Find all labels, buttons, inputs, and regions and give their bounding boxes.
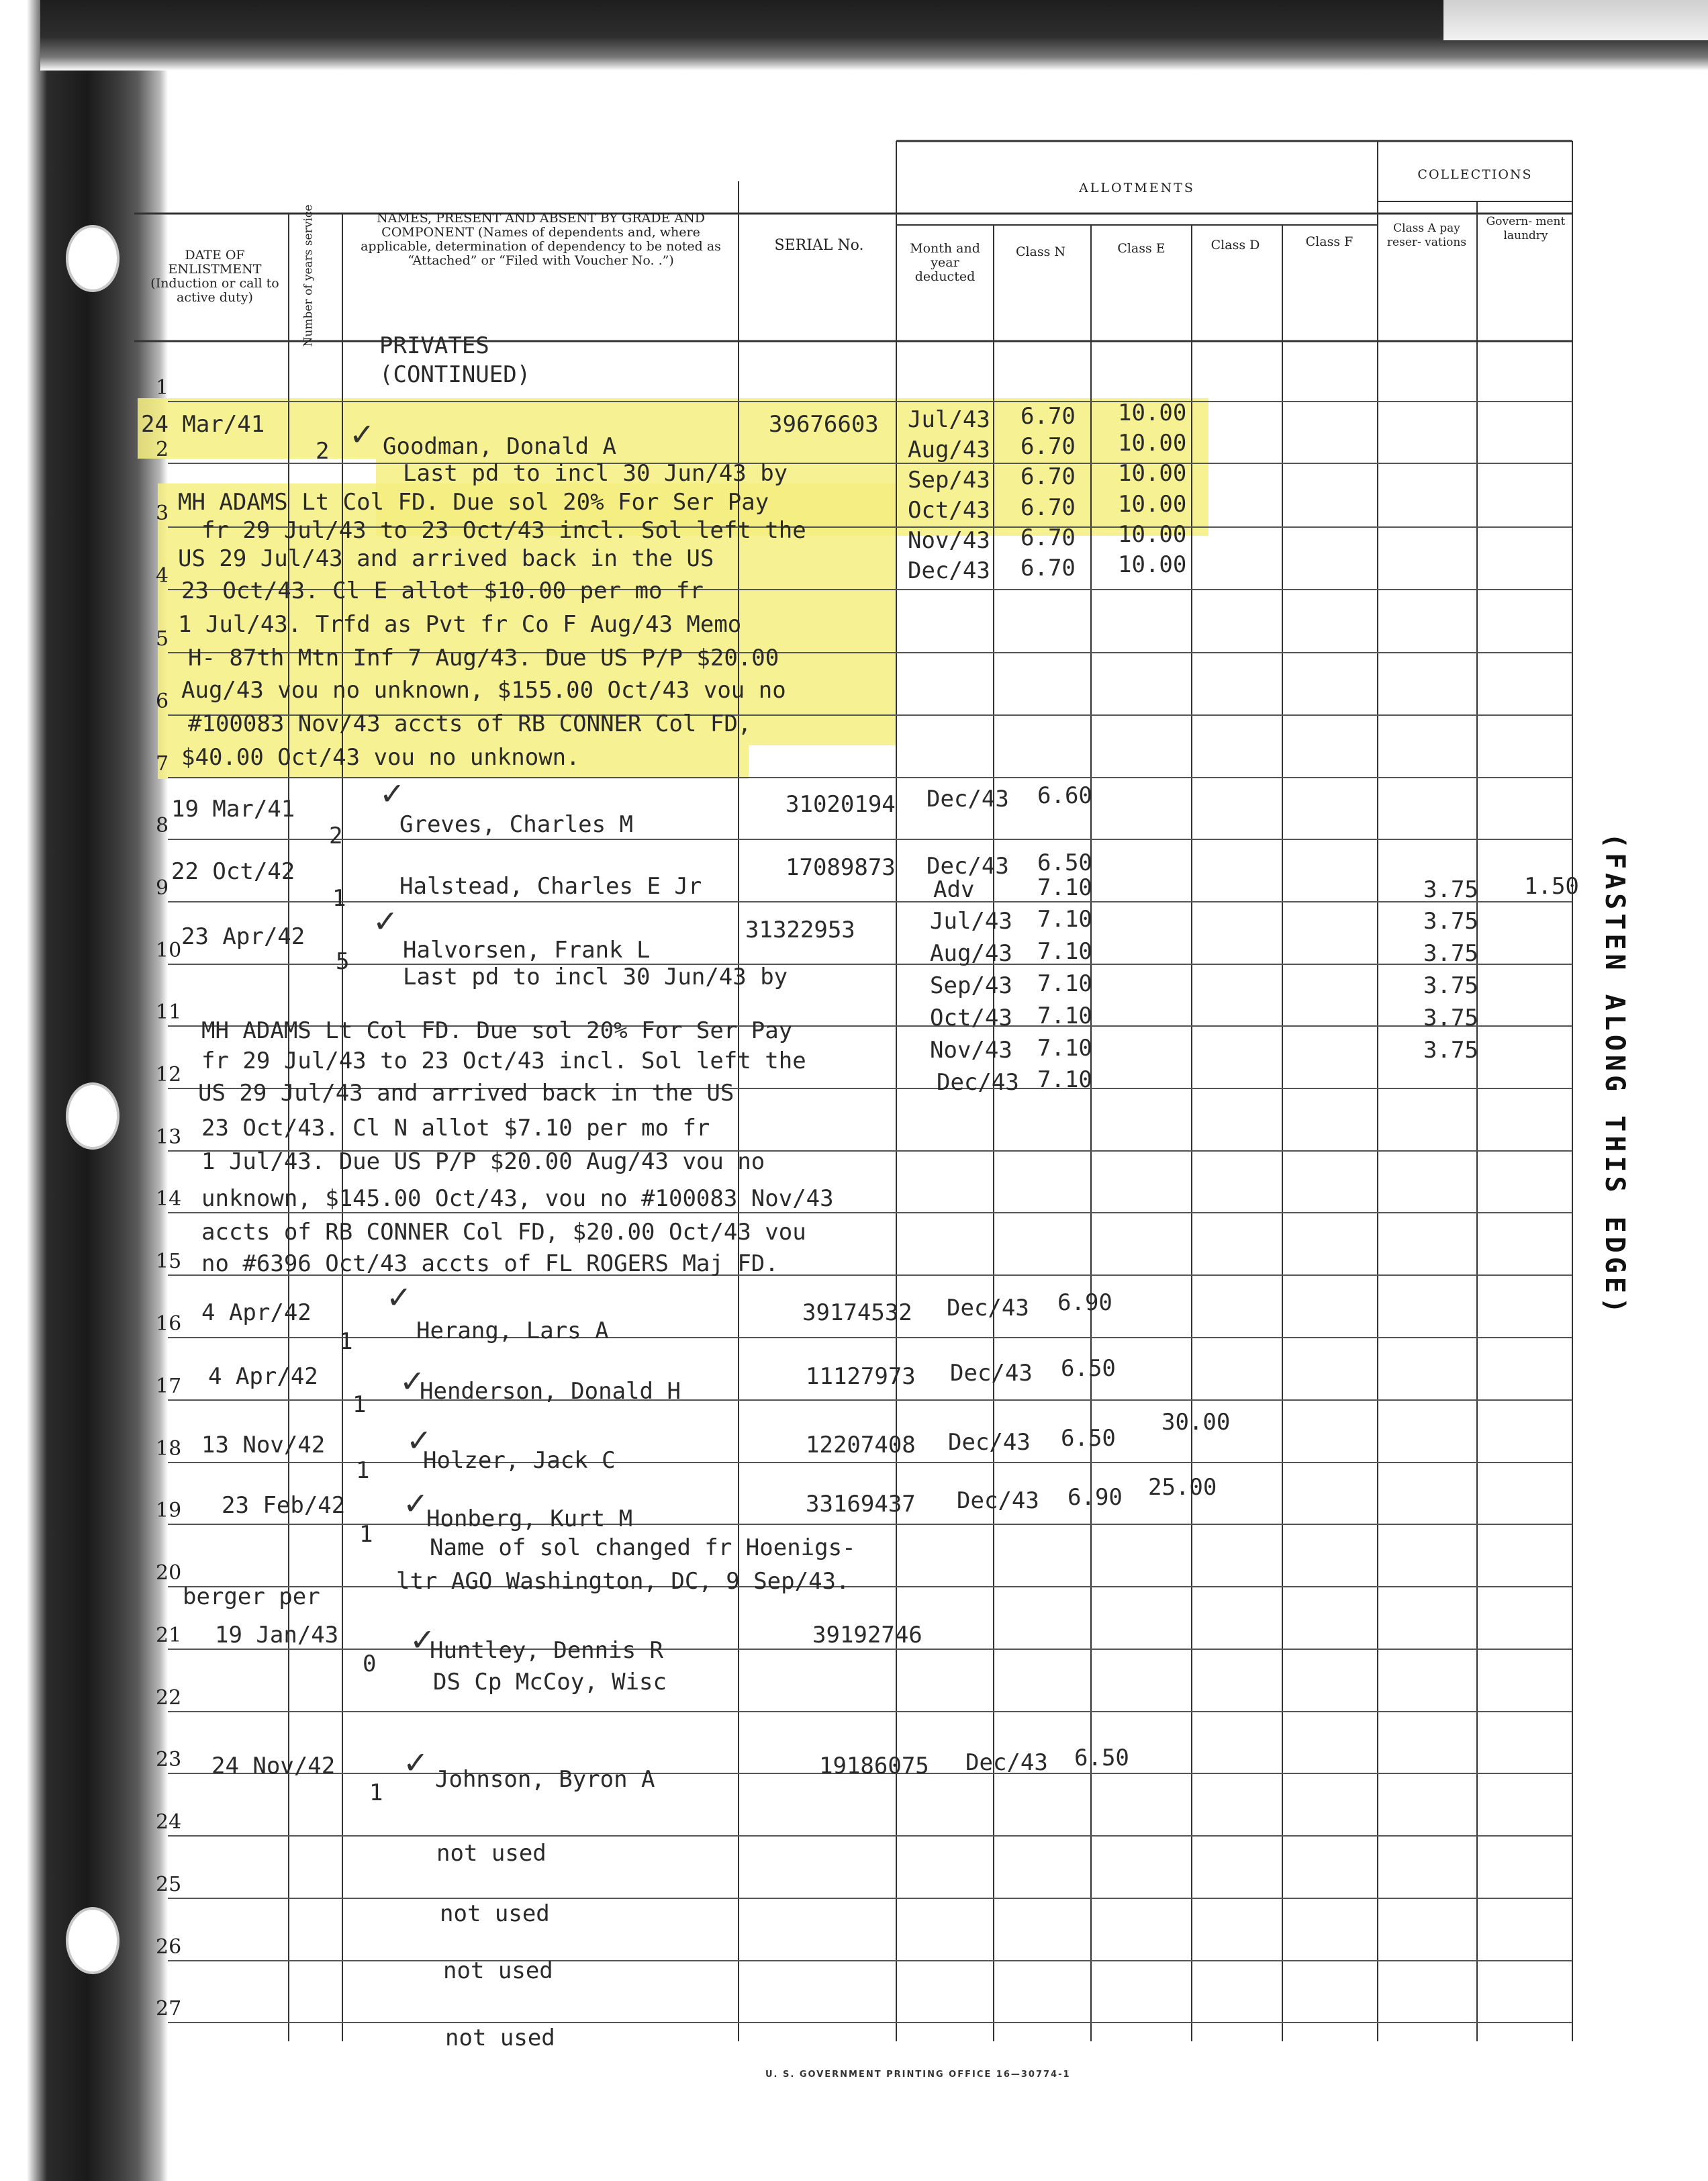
- remark-line: no #6396 Oct/43 accts of FL ROGERS Maj FD.: [201, 1250, 779, 1277]
- years-service: 0: [363, 1651, 377, 1677]
- not-used-label: not used: [445, 2025, 555, 2051]
- remark-line: unknown, $145.00 Oct/43, vou no #100083 Nov/43: [201, 1185, 834, 1212]
- enlist-date: 4 Apr/42: [208, 1363, 318, 1390]
- allot-class-n: 6.50: [1037, 849, 1092, 876]
- remark-line: Name of sol changed fr Hoenigs-: [430, 1534, 856, 1561]
- fasten-edge-label: (FASTEN ALONG THIS EDGE): [1599, 833, 1630, 1317]
- enlist-date: 19 Mar/41: [171, 796, 295, 823]
- allot-class-n: 7.10: [1037, 874, 1092, 901]
- years-service: 1: [356, 1457, 370, 1484]
- soldier-name: Honberg, Kurt M: [426, 1505, 633, 1532]
- header-class-e: Class E: [1117, 241, 1166, 256]
- row-number: 21: [156, 1624, 182, 1647]
- row-number: 10: [156, 939, 182, 962]
- allot-month: Dec/43: [908, 557, 990, 584]
- allot-month: Dec/43: [948, 1429, 1031, 1456]
- header-gov-laundry: Govern- ment laundry: [1486, 215, 1566, 242]
- enlist-date: 4 Apr/42: [201, 1299, 312, 1326]
- remark-line: fr 29 Jul/43 to 23 Oct/43 incl. Sol left the: [201, 517, 806, 544]
- remark-line: #100083 Nov/43 accts of RB CONNER Col FD,: [188, 710, 752, 737]
- soldier-name: Holzer, Jack C: [423, 1447, 616, 1474]
- row-number: 1: [156, 376, 169, 400]
- serial-number: 31020194: [786, 791, 896, 818]
- allot-class-n: 7.10: [1037, 938, 1092, 965]
- allot-class-n: 6.50: [1074, 1745, 1129, 1771]
- collect-class-a: 3.75: [1423, 1005, 1478, 1031]
- collect-laundry: 1.50: [1524, 873, 1579, 900]
- serial-number: 33169437: [806, 1491, 916, 1518]
- header-month-year: Month and year deducted: [910, 241, 980, 284]
- row-number: 13: [156, 1125, 182, 1149]
- header-years-service: Number of years service: [301, 204, 316, 347]
- allot-month: Dec/43: [950, 1360, 1033, 1387]
- row-number: 25: [156, 1873, 182, 1896]
- checkmark-icon: ✓: [386, 1279, 412, 1315]
- row-number: 22: [156, 1686, 182, 1710]
- allot-month: Nov/43: [930, 1037, 1012, 1064]
- row-number: 20: [156, 1561, 182, 1585]
- soldier-name: Herang, Lars A: [416, 1317, 609, 1344]
- remark-line: MH ADAMS Lt Col FD. Due sol 20% For Ser Pay: [201, 1017, 793, 1044]
- remark-line: ltr AGO Washington, DC, 9 Sep/43.: [396, 1568, 850, 1595]
- row-number: 17: [156, 1375, 182, 1398]
- row-number: 23: [156, 1748, 182, 1771]
- allot-month: Nov/43: [908, 527, 990, 554]
- years-service: 2: [329, 823, 343, 849]
- remark-line: 1 Jul/43. Due US P/P $20.00 Aug/43 vou no: [201, 1148, 765, 1175]
- years-service: 1: [332, 885, 346, 912]
- allot-month: Dec/43: [965, 1749, 1048, 1776]
- section-heading: PRIVATES: [379, 332, 489, 359]
- allot-month: Dec/43: [957, 1487, 1039, 1514]
- years-service: 1: [359, 1521, 373, 1548]
- serial-number: 39192746: [812, 1622, 922, 1649]
- allot-class-n: 6.50: [1061, 1355, 1116, 1382]
- allot-month: Oct/43: [908, 497, 990, 524]
- soldier-name: Goodman, Donald A: [383, 433, 616, 460]
- checkmark-icon: ✓: [399, 1363, 426, 1399]
- row-number: 15: [156, 1250, 182, 1273]
- remark-line: 23 Oct/43. Cl N allot $7.10 per mo fr: [201, 1115, 710, 1142]
- soldier-name: Greves, Charles M: [399, 811, 633, 838]
- soldier-name: Huntley, Dennis R: [430, 1637, 663, 1664]
- enlist-date: 23 Apr/42: [181, 923, 305, 950]
- row-number: 27: [156, 1997, 182, 2021]
- row-number: 2: [156, 438, 169, 461]
- section-heading-continued: (CONTINUED): [379, 361, 531, 388]
- remark-line: US 29 Jul/43 and arrived back in the US: [198, 1080, 734, 1107]
- remark-line: berger per: [183, 1583, 320, 1610]
- allot-class-n: 6.60: [1037, 782, 1092, 809]
- allot-class-n: 6.70: [1021, 524, 1076, 551]
- serial-number: 39676603: [769, 411, 879, 438]
- not-used-label: not used: [443, 1957, 553, 1984]
- collect-class-a: 3.75: [1423, 876, 1478, 903]
- checkmark-icon: ✓: [406, 1422, 432, 1458]
- allot-class-n: 6.70: [1021, 555, 1076, 582]
- serial-number: 11127973: [806, 1363, 916, 1390]
- remark-line: 1 Jul/43. Trfd as Pvt fr Co F Aug/43 Memo: [178, 611, 742, 638]
- remark-line: Last pd to incl 30 Jun/43 by: [403, 460, 788, 487]
- serial-number: 31322953: [745, 917, 855, 943]
- allot-class-n: 7.10: [1037, 906, 1092, 933]
- remark-line: 23 Oct/43. Cl E allot $10.00 per mo fr: [181, 577, 704, 604]
- years-service: 1: [339, 1328, 353, 1355]
- collect-class-a: 3.75: [1423, 940, 1478, 967]
- remark-line: fr 29 Jul/43 to 23 Oct/43 incl. Sol left the: [201, 1048, 806, 1074]
- header-class-a: Class A pay reser- vations: [1386, 222, 1467, 249]
- allot-class-e: 10.00: [1118, 491, 1187, 518]
- allot-month: Oct/43: [930, 1005, 1012, 1031]
- row-number: 19: [156, 1499, 182, 1522]
- checkmark-icon: ✓: [403, 1485, 429, 1522]
- allot-class-e: 30.00: [1161, 1409, 1231, 1436]
- allot-class-e: 10.00: [1118, 460, 1187, 487]
- enlist-date: 19 Jan/43: [215, 1622, 339, 1649]
- allot-month: Adv: [933, 876, 975, 903]
- header-allotments: ALLOTMENTS: [1079, 181, 1195, 195]
- serial-number: 12207408: [806, 1432, 916, 1458]
- allot-month: Dec/43: [927, 853, 1009, 880]
- row-number: 18: [156, 1437, 182, 1460]
- row-number: 4: [156, 564, 169, 588]
- allot-class-e: 10.00: [1118, 551, 1187, 578]
- checkmark-icon: ✓: [410, 1622, 436, 1658]
- allot-class-n: 7.10: [1037, 1035, 1092, 1062]
- checkmark-icon: ✓: [349, 416, 375, 453]
- not-used-label: not used: [440, 1900, 550, 1927]
- allot-class-n: 7.10: [1037, 1003, 1092, 1029]
- serial-number: 17089873: [786, 854, 896, 881]
- soldier-name: Halstead, Charles E Jr: [399, 873, 702, 900]
- row-number: 26: [156, 1935, 182, 1959]
- remark-line: MH ADAMS Lt Col FD. Due sol 20% For Ser Pay: [178, 489, 769, 516]
- enlist-date: 13 Nov/42: [201, 1432, 326, 1458]
- enlist-date: 22 Oct/42: [171, 858, 295, 885]
- row-number: 8: [156, 814, 169, 837]
- allot-class-e: 10.00: [1118, 521, 1187, 548]
- remark-line: Aug/43 vou no unknown, $155.00 Oct/43 vou no: [181, 677, 786, 704]
- header-class-d: Class D: [1211, 238, 1260, 252]
- collect-class-a: 3.75: [1423, 908, 1478, 935]
- printing-office-footer: U. S. GOVERNMENT PRINTING OFFICE 16—30774-1: [765, 2070, 1071, 2080]
- not-used-label: not used: [436, 1840, 547, 1867]
- soldier-name: Halvorsen, Frank L: [403, 937, 651, 964]
- allot-class-e: 25.00: [1148, 1474, 1217, 1501]
- allot-month: Aug/43: [908, 436, 990, 463]
- remark-line: accts of RB CONNER Col FD, $20.00 Oct/43 vou: [201, 1219, 806, 1246]
- remark-line: H- 87th Mtn Inf 7 Aug/43. Due US P/P $20.00: [188, 645, 779, 671]
- header-names: NAMES, PRESENT AND ABSENT BY GRADE AND COMPONENT (Names of dependents and, where applicable, determination of dependency to be noted as “Attached” or “Filed with Voucher No. .”): [361, 211, 721, 268]
- row-number: 5: [156, 627, 169, 651]
- years-service: 1: [369, 1779, 383, 1806]
- allot-class-n: 7.10: [1037, 970, 1092, 997]
- header-collections: COLLECTIONS: [1417, 167, 1533, 182]
- allot-month: Dec/43: [947, 1295, 1029, 1321]
- years-service: 5: [336, 948, 350, 975]
- allot-class-n: 7.10: [1037, 1066, 1092, 1093]
- header-date-of-enlistment: DATE OF ENLISTMENT (Induction or call to active duty): [150, 248, 279, 305]
- allot-class-n: 6.70: [1021, 494, 1076, 521]
- allot-class-n: 6.70: [1021, 433, 1076, 460]
- row-number: 6: [156, 690, 169, 713]
- allot-month: Aug/43: [930, 940, 1012, 967]
- header-serial-no: SERIAL No.: [774, 237, 864, 254]
- serial-number: 19186075: [819, 1753, 929, 1779]
- serial-number: 39174532: [802, 1299, 912, 1326]
- allot-class-n: 6.50: [1061, 1425, 1116, 1452]
- header-class-f: Class F: [1305, 234, 1354, 249]
- remark-line: $40.00 Oct/43 vou no unknown.: [181, 744, 580, 771]
- collect-class-a: 3.75: [1423, 1037, 1478, 1064]
- row-number: 9: [156, 876, 169, 900]
- soldier-name: Henderson, Donald H: [420, 1378, 681, 1405]
- remark-line: US 29 Jul/43 and arrived back in the US: [178, 545, 714, 572]
- allot-class-n: 6.90: [1068, 1484, 1123, 1511]
- enlist-date: 24 Mar/41: [141, 411, 265, 438]
- years-service: 1: [352, 1391, 367, 1418]
- allot-month: Jul/43: [930, 908, 1012, 935]
- checkmark-icon: ✓: [379, 776, 406, 812]
- enlist-date: 24 Nov/42: [211, 1753, 336, 1779]
- remark-line: DS Cp McCoy, Wisc: [433, 1669, 667, 1696]
- row-number: 24: [156, 1810, 182, 1834]
- row-number: 14: [156, 1187, 182, 1211]
- allot-month: Sep/43: [908, 467, 990, 494]
- allot-class-n: 6.70: [1021, 403, 1076, 430]
- enlist-date: 23 Feb/42: [222, 1492, 346, 1519]
- checkmark-icon: ✓: [373, 903, 399, 939]
- row-number: 16: [156, 1312, 182, 1336]
- allot-class-n: 6.90: [1057, 1289, 1112, 1316]
- allot-month: Dec/43: [937, 1069, 1019, 1096]
- row-number: 3: [156, 502, 169, 525]
- allot-class-e: 10.00: [1118, 400, 1187, 426]
- header-class-n: Class N: [1015, 244, 1066, 259]
- row-number: 11: [156, 1001, 182, 1024]
- row-number: 7: [156, 752, 169, 776]
- remark-line: Last pd to incl 30 Jun/43 by: [403, 964, 788, 990]
- allot-class-e: 10.00: [1118, 430, 1187, 457]
- allot-month: Jul/43: [908, 406, 990, 433]
- allot-month: Sep/43: [930, 972, 1012, 999]
- allot-class-n: 6.70: [1021, 463, 1076, 490]
- soldier-name: Johnson, Byron A: [435, 1766, 655, 1793]
- checkmark-icon: ✓: [403, 1745, 429, 1781]
- allot-month: Dec/43: [927, 786, 1009, 813]
- row-number: 12: [156, 1063, 182, 1086]
- collect-class-a: 3.75: [1423, 972, 1478, 999]
- years-service: 2: [316, 438, 330, 465]
